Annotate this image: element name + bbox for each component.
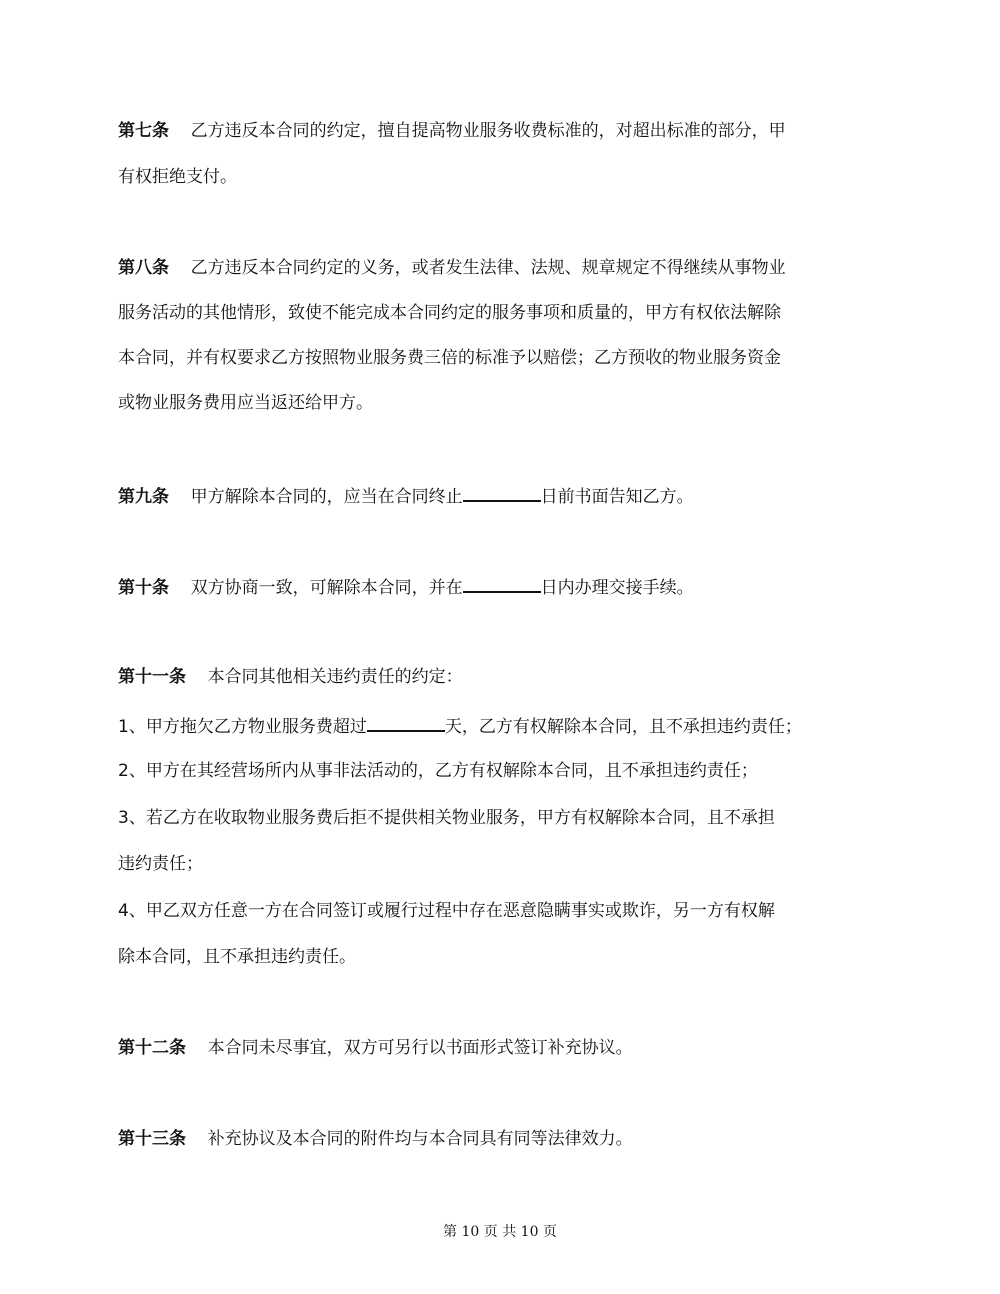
article-11-item-4-line-2	[118, 945, 888, 969]
article-11-item-2	[118, 759, 888, 783]
article-8-line-1	[118, 256, 888, 280]
article-7-line-1	[118, 119, 888, 143]
page-number-footer: 第 10 页 共 10 页	[443, 1224, 557, 1240]
article-12-label: 第十二条	[118, 1038, 186, 1058]
article-7-label: 第七条	[118, 121, 169, 141]
article-11-item-2-text: 2、甲方在其经营场所内从事非法活动的，乙方有权解除本合同，且不承担违约责任；	[118, 761, 758, 781]
article-10-blank-field[interactable]	[463, 573, 541, 593]
article-11-item-1-after: 天，乙方有权解除本合同，且不承担违约责任；	[444, 717, 802, 737]
article-11-item-3-line-2	[118, 852, 888, 876]
article-13-line	[118, 1127, 888, 1151]
article-8-line-3	[118, 346, 888, 370]
article-10-line	[118, 573, 888, 600]
article-11-line	[118, 665, 888, 689]
article-10-text-after: 日内办理交接手续。	[540, 578, 694, 598]
article-13-text: 补充协议及本合同的附件均与本合同具有同等法律效力。	[207, 1129, 633, 1149]
article-9-line	[118, 482, 888, 509]
article-8-text-3: 本合同，并有权要求乙方按照物业服务费三倍的标准予以赔偿；乙方预收的物业服务资金	[118, 348, 781, 368]
article-8-text-4: 或物业服务费用应当返还给甲方。	[118, 393, 373, 413]
article-11-intro: 本合同其他相关违约责任的约定：	[207, 667, 463, 687]
article-11-item-3-text-2: 违约责任；	[118, 854, 203, 874]
article-12-text: 本合同未尽事宜，双方可另行以书面形式签订补充协议。	[207, 1038, 633, 1058]
article-8-text-2: 服务活动的其他情形，致使不能完成本合同约定的服务事项和质量的，甲方有权依法解除	[118, 303, 781, 323]
article-11-item-1-blank-field[interactable]	[367, 712, 445, 732]
article-11-item-1	[118, 712, 888, 739]
article-9-text-after: 日前书面告知乙方。	[540, 487, 694, 507]
article-8-label: 第八条	[118, 258, 169, 278]
article-9-text-before: 甲方解除本合同的，应当在合同终止	[190, 487, 463, 507]
article-11-item-3-text-1: 3、若乙方在收取物业服务费后拒不提供相关物业服务，甲方有权解除本合同，且不承担	[118, 808, 775, 828]
article-11-item-4-text-2: 除本合同，且不承担违约责任。	[118, 947, 356, 967]
article-12-line	[118, 1036, 888, 1060]
article-11-item-4-line-1	[118, 899, 888, 923]
article-10-text-before: 双方协商一致，可解除本合同，并在	[190, 578, 463, 598]
article-11-item-3-line-1	[118, 806, 888, 830]
article-7-text-1: 乙方违反本合同的约定，擅自提高物业服务收费标准的，对超出标准的部分，甲	[190, 121, 786, 141]
article-8-line-2	[118, 301, 888, 325]
article-8-line-4	[118, 391, 888, 415]
article-7-line-2	[118, 165, 888, 189]
article-13-label: 第十三条	[118, 1129, 186, 1149]
article-8-text-1: 乙方违反本合同约定的义务，或者发生法律、法规、规章规定不得继续从事物业	[190, 258, 786, 278]
article-10-label: 第十条	[118, 578, 169, 598]
article-9-label: 第九条	[118, 487, 169, 507]
article-7-text-2: 有权拒绝支付。	[118, 167, 237, 187]
article-11-label: 第十一条	[118, 667, 186, 687]
article-9-blank-field[interactable]	[463, 482, 541, 502]
article-11-item-1-before: 1、甲方拖欠乙方物业服务费超过	[118, 717, 367, 737]
article-11-item-4-text-1: 4、甲乙双方任意一方在合同签订或履行过程中存在恶意隐瞒事实或欺诈，另一方有权解	[118, 901, 775, 921]
